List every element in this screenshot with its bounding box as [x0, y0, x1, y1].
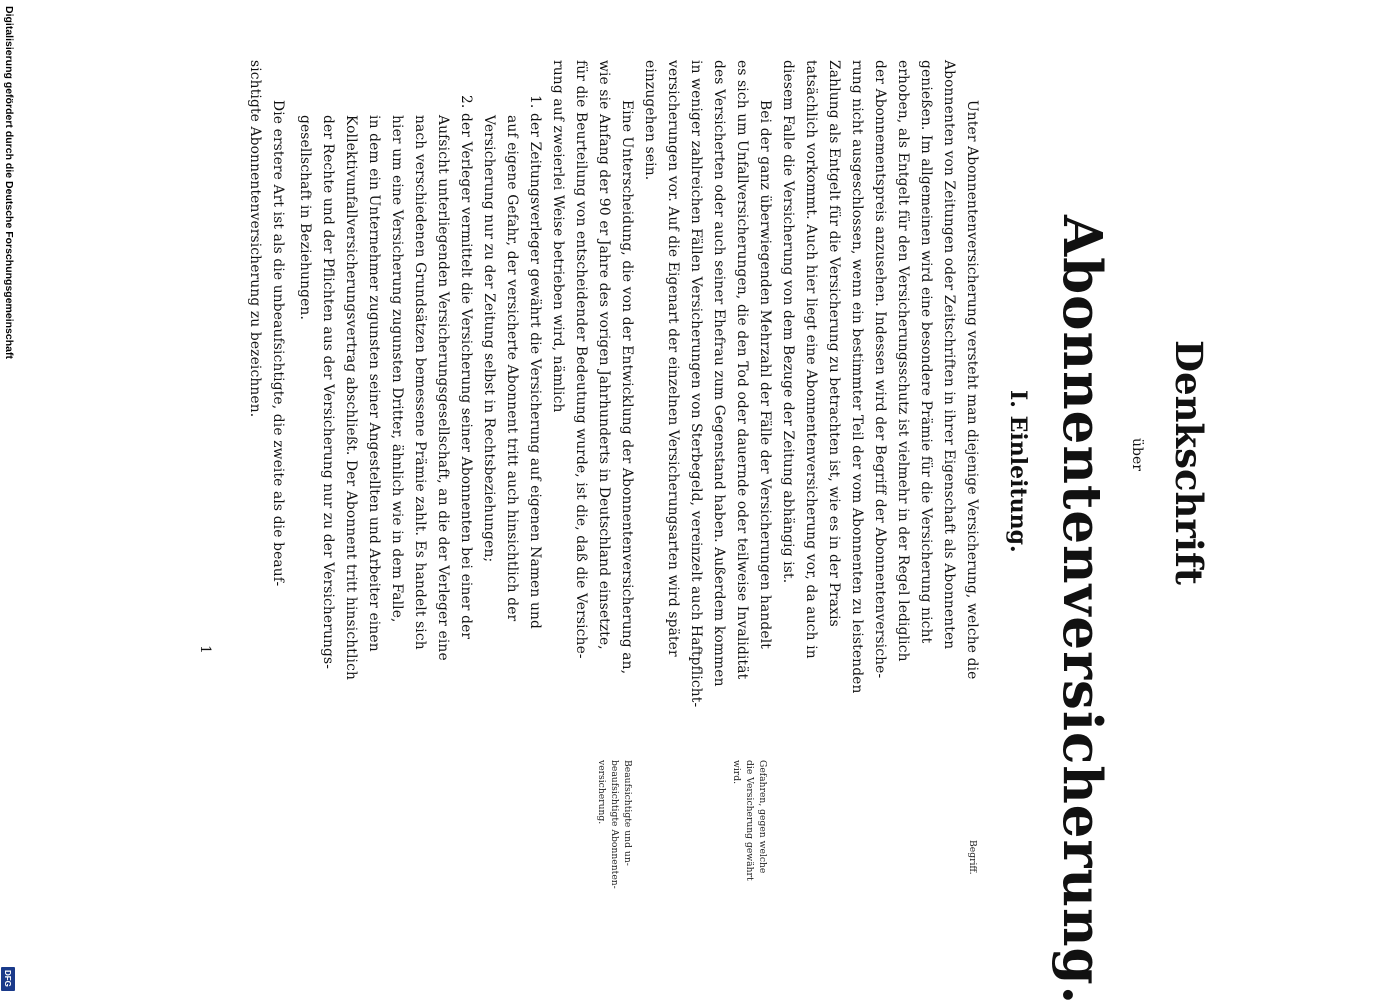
section-heading: I. Einleitung. [1005, 390, 1031, 553]
body-line: der Abonnementspreis anzusehen. Indessen wird der Begriff der Abonnentenversiche- [872, 60, 888, 679]
body-line: Aufsicht unterliegenden Versicherungsgesellschaft, an die der Verleger eine [435, 115, 451, 661]
body-line: erhoben, als Entgelt für den Versicherungsschutz ist vielmehr in der Regel lediglich [895, 60, 911, 662]
body-line: hier um eine Versicherung zugunsten Dritter, ähnlich wie in dem Falle, [389, 115, 405, 623]
body-line: genießen. Im allgemeinen wird eine besondere Prämie für die Versicherung nicht [918, 60, 934, 644]
body-line: Abonnenten von Zeitungen oder Zeitschriften in ihrer Eigenschaft als Abonnenten [941, 60, 957, 650]
body-line: tatsächlich vorkommt. Auch hier liegt eine Abonnentenversicherung vor, da auch in [803, 60, 819, 659]
dfg-logo-icon [1, 967, 15, 991]
document-subtitle: Abonnentenversicherung. [1051, 215, 1113, 1005]
body-line: nach verschiedenen Grundsätzen bemessene Prämie zahlt. Es handelt sich [412, 115, 428, 650]
margin-note: Beaufsichtigte und un- [622, 760, 633, 866]
margin-note: beaufsichtigte Abonnenten- [609, 760, 620, 889]
body-line: in weniger zahlreichen Fällen Versicherungen von Sterbegeld, vereinzelt auch Haftpflicht- [688, 60, 704, 708]
body-line: des Versicherten oder auch seiner Ehefrau zum Gegenstand haben. Außerdem kommen [711, 60, 727, 687]
document-title: Denkschrift [1167, 340, 1211, 585]
body-line: diesem Falle die Versicherung von dem Bezuge der Zeitung abhängig ist. [780, 60, 796, 584]
body-line: in dem ein Unternehmer zugunsten seiner Angestellten und Arbeiter einen [366, 115, 382, 652]
margin-note: Begriff. [967, 840, 978, 875]
page-number: 1 [197, 645, 213, 654]
body-line: einzugehen sein. [642, 60, 658, 181]
body-line: für die Beurteilung von entscheidender Bedeutung wurde, ist die, daß die Versiche- [573, 60, 589, 659]
body-line: Unter Abonnentenversicherung versteht man diejenige Versicherung, welche die [964, 100, 980, 680]
dfg-logo-label: DFG [3, 970, 12, 987]
body-line: Eine Unterscheidung, die von der Entwicklung der Abonnentenversicherung an, [619, 100, 635, 675]
body-line: rung nicht ausgeschlossen, wenn ein bestimmter Teil der vom Abonnenten zu leistenden [849, 60, 865, 694]
body-line: Die erstere Art ist als die unbeaufsichtigte, die zweite als die beauf- [270, 100, 286, 587]
body-line: der Rechte und der Pflichten aus der Versicherung nur zu der Versicherungs- [320, 115, 336, 670]
body-line: gesellschaft in Beziehungen. [297, 115, 313, 320]
body-line: 2. der Verleger vermittelt die Versicherung seiner Abonnenten bei einer der [458, 95, 474, 640]
body-line: 1. der Zeitungsverleger gewährt die Versicherung auf eigenen Namen und [527, 95, 543, 629]
body-line: auf eigene Gefahr, der versicherte Abonnent tritt auch hinsichtlich der [504, 115, 520, 622]
body-line: Versicherung nur zu der Zeitung selbst in Rechtsbeziehungen; [481, 115, 497, 563]
body-line: Zahlung als Entgelt für die Versicherung zu betrachten ist, wie es in der Praxis [826, 60, 842, 627]
body-line: rung auf zweierlei Weise betrieben wird, nämlich [550, 60, 566, 413]
body-line: Bei der ganz überwiegenden Mehrzahl der Fälle der Versicherungen handelt [757, 100, 773, 649]
body-line: versicherungen vor. Auf die Eigenart der einzelnen Versicherungsarten wird später [665, 60, 681, 657]
body-line: es sich um Unfallversicherungen, die den Tod oder dauernde oder teilweise Invalidität [734, 60, 750, 680]
footer-credit-text: Digitalisierung gefördert durch die Deutsche Forschungsgemeinschaft [3, 6, 15, 359]
title-conjunction: über [1129, 438, 1145, 471]
digitization-footer [0, 0, 16, 1000]
margin-note: Gefahren, gegen welche [757, 760, 768, 874]
body-line: sichtigte Abonnentenversicherung zu bezeichnen. [247, 60, 263, 418]
body-line: Kollektivunfallversicherungsvertrag abschließt. Der Abonnent tritt hinsichtlich [343, 115, 359, 680]
margin-note: die Versicherung gewährt [744, 760, 755, 881]
margin-note: versicherung. [596, 760, 607, 825]
body-line: wie sie Anfang der 90 er Jahre des vorigen Jahrhunderts in Deutschland einsetzte, [596, 60, 612, 650]
margin-note: wird. [731, 760, 742, 784]
